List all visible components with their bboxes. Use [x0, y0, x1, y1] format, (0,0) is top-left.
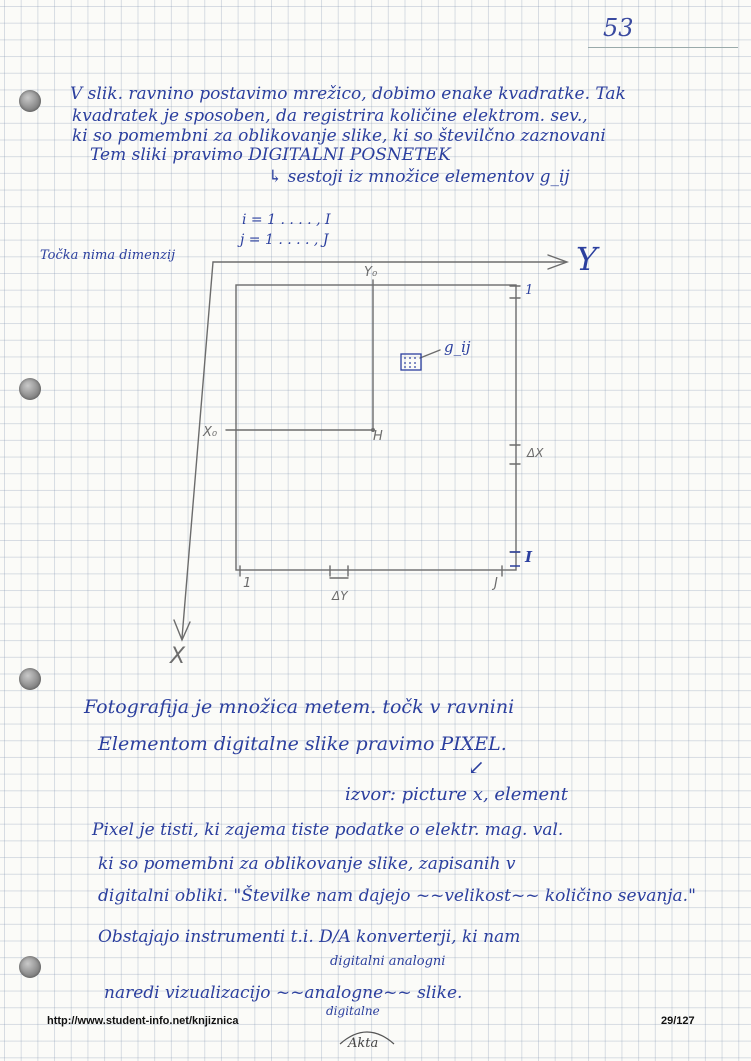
paragraph2-line-1: Fotografija je množica metem. točk v ravnini — [84, 696, 515, 718]
paragraph1-line-5: ↳ sestoji iz množice elementov g_ij — [268, 167, 570, 187]
cell-leader-line — [420, 350, 440, 358]
paragraph3-line-1: Pixel je tisti, ki zajema tiste podatke o elektr. mag. val. — [92, 820, 564, 840]
paragraph2-line-2: Elementom digitalne slike pravimo PIXEL. — [98, 733, 507, 755]
paragraph3-annotation: digitalne — [326, 1004, 380, 1018]
page-number: 53 — [603, 14, 634, 42]
index-j-label: j = 1 . . . . , J — [240, 232, 329, 248]
right-top-label: 1 — [525, 283, 534, 298]
akta-logo — [334, 1014, 400, 1052]
footer-page: 29/127 — [661, 1015, 695, 1027]
axis-y-label: Y — [576, 240, 598, 278]
svg-text:Akta: Akta — [348, 1036, 379, 1051]
arrow-down-icon: ↙ — [468, 755, 485, 779]
bottom-right-label: J — [494, 576, 498, 591]
cell-label: g_ij — [444, 338, 471, 356]
paragraph3-line-4: Obstajajo instrumenti t.i. D/A konverterji, ki nam — [98, 927, 521, 947]
paragraph2-line-3: izvor: picture x, element — [345, 784, 569, 805]
paragraph3-line-6: naredi vizualizacijo ~~analogne~~ slike. — [104, 983, 463, 1003]
delta-x-label: ΔX — [527, 446, 544, 460]
cell-gij — [401, 354, 421, 370]
paragraph1-line-2: kvadratek je sposoben, da registrira količine elektrom. sev., — [72, 106, 588, 126]
paragraph1-line-1: V slik. ravnino postavimo mrežico, dobimo enake kvadratke. Tak — [70, 84, 626, 104]
index-i-label: i = 1 . . . . , I — [242, 212, 331, 228]
paragraph3-line-5: digitalni analogni — [330, 954, 446, 969]
paragraph3-line-3: digitalni obliki. "Številke nam dajejo ~~velikost~~ količino sevanja." — [98, 886, 696, 906]
axis-x-label: X — [170, 644, 186, 669]
right-bottom-label: I — [525, 548, 533, 566]
footer-url: http://www.student-info.net/knjiznica — [47, 1015, 239, 1027]
paragraph1-line-3: ki so pomembni za oblikovanje slike, ki so številčno zaznovani — [72, 126, 606, 146]
paragraph3-line-2: ki so pomembni za oblikovanje slike, zapisanih v — [98, 854, 516, 874]
point-h-label: H — [373, 429, 383, 444]
x-axis-line — [182, 262, 213, 638]
point-note: Točka nima dimenzij — [40, 248, 176, 263]
x0-label: X₀ — [203, 425, 218, 440]
image-frame — [236, 285, 516, 570]
y0-label: Y₀ — [364, 265, 378, 280]
delta-y-label: ΔY — [332, 589, 348, 603]
bottom-left-label: 1 — [243, 576, 252, 591]
paragraph1-line-4: Tem sliki pravimo DIGITALNI POSNETEK — [90, 145, 451, 165]
